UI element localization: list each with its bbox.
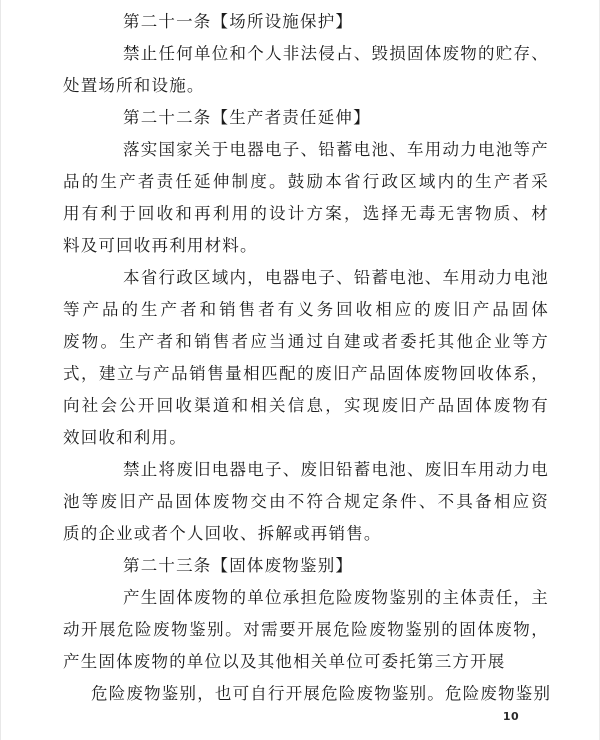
text-line: 产生固体废物的单位以及其他相关单位可委托第三方开展 [63, 652, 506, 671]
text-line: 池等废旧产品固体废物交由不符合规定条件、不具备相应资 [63, 492, 549, 511]
text-line: 向社会公开回收渠道和相关信息，实现废旧产品固体废物有 [63, 396, 549, 415]
text-line: 效回收和利用。 [63, 428, 187, 447]
text-line: 式，建立与产品销售量相匹配的废旧产品固体废物回收体系， [63, 364, 549, 383]
text-line: 本省行政区域内，电器电子、铅蓄电池、车用动力电池 [123, 268, 549, 287]
text-line: 处置场所和设施。 [63, 76, 205, 95]
text-line: 等产品的生产者和销售者有义务回收相应的废旧产品固体 [63, 300, 549, 319]
text-line: 质的企业或者个人回收、拆解或再销售。 [63, 524, 382, 543]
text-line: 落实国家关于电器电子、铅蓄电池、车用动力电池等产 [123, 140, 549, 159]
text-line: 料及可回收再利用材料。 [63, 236, 258, 255]
document-body [63, 6, 552, 710]
text-line: 禁止将废旧电器电子、废旧铅蓄电池、废旧车用动力电 [123, 460, 549, 479]
text-line: 危险废物鉴别，也可自行开展危险废物鉴别。危险废物鉴别 [91, 684, 552, 703]
text-line: 品的生产者责任延伸制度。鼓励本省行政区域内的生产者采 [63, 172, 549, 191]
page-number: 10 [502, 710, 520, 723]
text-line: 用有利于回收和再利用的设计方案，选择无毒无害物质、材 [63, 204, 549, 223]
text-line: 禁止任何单位和个人非法侵占、毁损固体废物的贮存、 [123, 44, 549, 63]
article-heading: 第二十一条【场所设施保护】 [123, 12, 354, 31]
text-line: 废物。生产者和销售者应当通过自建或者委托其他企业等方 [63, 332, 549, 351]
text-line: 动开展危险废物鉴别。对需要开展危险废物鉴别的固体废物， [63, 620, 549, 639]
article-heading: 第二十三条【固体废物鉴别】 [123, 556, 354, 575]
article-heading: 第二十二条【生产者责任延伸】 [123, 108, 371, 127]
text-line: 产生固体废物的单位承担危险废物鉴别的主体责任，主 [123, 588, 549, 607]
